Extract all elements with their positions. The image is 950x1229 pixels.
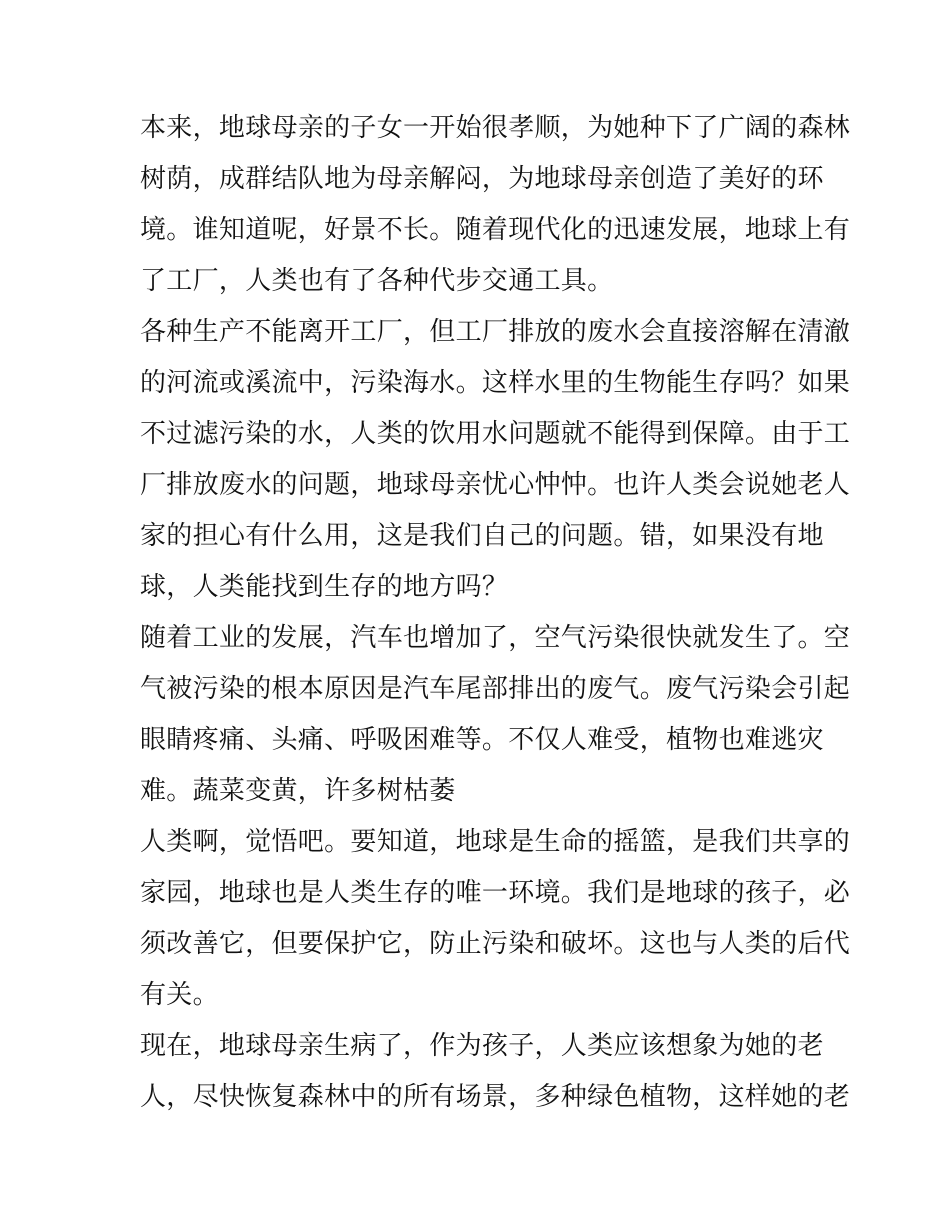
text-line: 人类啊，觉悟吧。要知道，地球是生命的摇篮，是我们共享的 [140,827,851,857]
paragraph-2 [140,307,851,613]
paragraph-5 [140,1021,851,1123]
text-line: 球，人类能找到生存的地方吗？ [140,572,509,602]
text-line: 现在，地球母亲生病了，作为孩子，人类应该想象为她的老 [140,1031,824,1061]
text-line: 各种生产不能离开工厂，但工厂排放的废水会直接溶解在清澈 [140,317,851,347]
text-line: 家园，地球也是人类生存的唯一环境。我们是地球的孩子，必 [140,878,851,908]
text-line: 须改善它，但要保护它，防止污染和破坏。这也与人类的后代 [140,929,851,959]
text-line: 本来，地球母亲的子女一开始很孝顺，为她种下了广阔的森林 [140,113,851,143]
text-line: 境。谁知道呢，好景不长。随着现代化的迅速发展，地球上有 [140,215,851,245]
text-line: 树荫，成群结队地为母亲解闷，为地球母亲创造了美好的环 [140,164,824,194]
paragraph-3 [140,613,851,817]
text-line: 家的担心有什么用，这是我们自己的问题。错，如果没有地 [140,521,824,551]
text-line: 了工厂，人类也有了各种代步交通工具。 [140,266,614,296]
text-line: 眼睛疼痛、头痛、呼吸困难等。不仅人难受，植物也难逃灾 [140,725,824,755]
text-line: 人，尽快恢复森林中的所有场景，多种绿色植物，这样她的老 [140,1082,851,1112]
text-line: 随着工业的发展，汽车也增加了，空气污染很快就发生了。空 [140,623,851,653]
paragraph-1 [140,103,851,307]
text-line: 难。蔬菜变黄，许多树枯萎 [140,776,456,806]
text-line: 不过滤污染的水，人类的饮用水问题就不能得到保障。由于工 [140,419,851,449]
document-body [140,103,851,1123]
text-line: 有关。 [140,980,219,1010]
text-line: 气被污染的根本原因是汽车尾部排出的废气。废气污染会引起 [140,674,851,704]
text-line: 厂排放废水的问题，地球母亲忧心忡忡。也许人类会说她老人 [140,470,851,500]
text-line: 的河流或溪流中，污染海水。这样水里的生物能生存吗？如果 [140,368,851,398]
paragraph-4 [140,817,851,1021]
